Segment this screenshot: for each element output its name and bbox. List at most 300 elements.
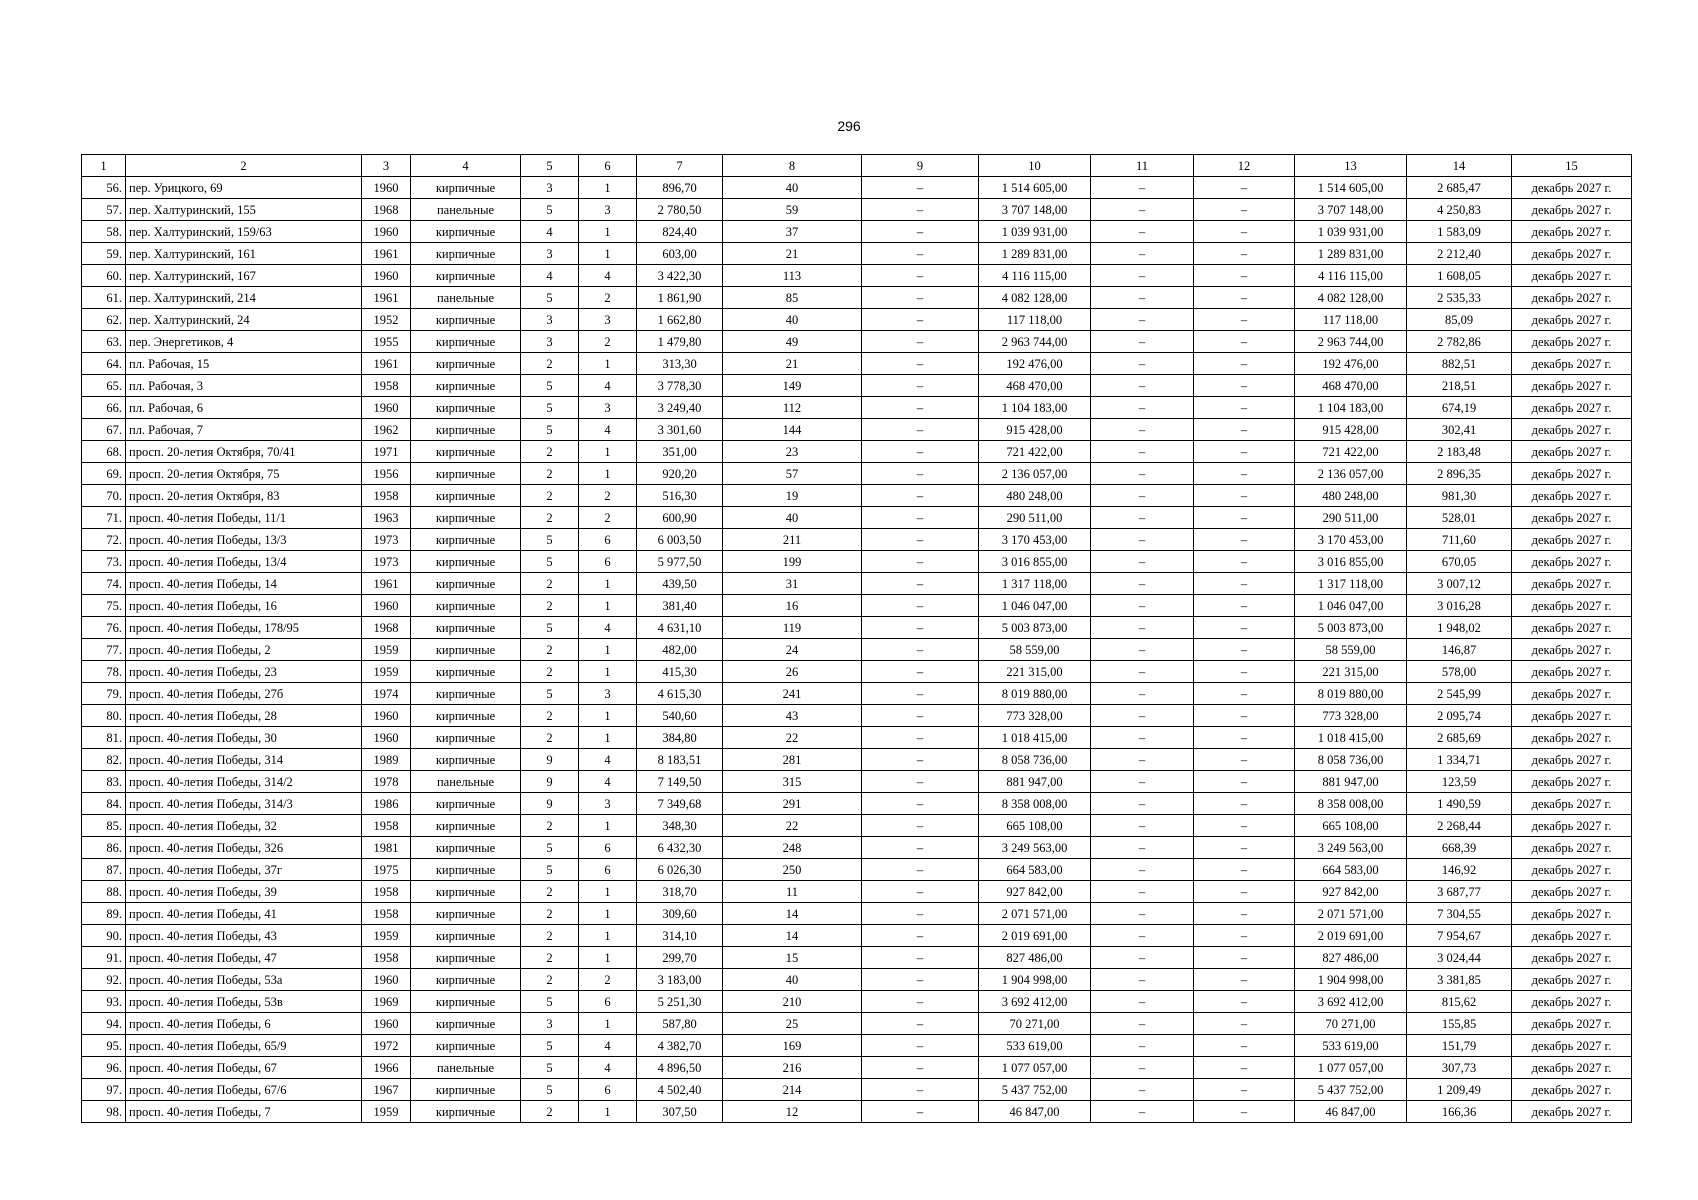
- cell-col-14: 1 209,49: [1407, 1079, 1512, 1101]
- cell-wall-material: кирпичные: [411, 661, 521, 683]
- cell-col-11: –: [1091, 551, 1194, 573]
- cell-col-13: 773 328,00: [1295, 705, 1407, 727]
- cell-col-9: –: [862, 397, 979, 419]
- cell-year-built: 1960: [362, 727, 411, 749]
- cell-residents: 43: [723, 705, 862, 727]
- cell-total-area: 2 780,50: [637, 199, 723, 221]
- cell-floors: 4: [521, 265, 579, 287]
- table-row: [82, 243, 1632, 265]
- column-header: 8: [723, 155, 862, 177]
- cell-col-14: 218,51: [1407, 375, 1512, 397]
- cell-row-number: 77.: [82, 639, 126, 661]
- cell-col-9: –: [862, 815, 979, 837]
- cell-col-10: 2 071 571,00: [979, 903, 1091, 925]
- cell-col-11: –: [1091, 309, 1194, 331]
- cell-col-9: –: [862, 793, 979, 815]
- cell-col-10: 8 358 008,00: [979, 793, 1091, 815]
- cell-col-12: –: [1194, 331, 1295, 353]
- cell-row-number: 64.: [82, 353, 126, 375]
- cell-col-10: 1 039 931,00: [979, 221, 1091, 243]
- cell-total-area: 348,30: [637, 815, 723, 837]
- cell-wall-material: кирпичные: [411, 221, 521, 243]
- cell-col-14: 166,36: [1407, 1101, 1512, 1123]
- cell-address: просп. 20-летия Октября, 83: [126, 485, 362, 507]
- cell-col-13: 480 248,00: [1295, 485, 1407, 507]
- cell-col-14: 3 687,77: [1407, 881, 1512, 903]
- cell-address: пер. Халтуринский, 161: [126, 243, 362, 265]
- cell-col-10: 665 108,00: [979, 815, 1091, 837]
- cell-col-12: –: [1194, 309, 1295, 331]
- cell-col-10: 70 271,00: [979, 1013, 1091, 1035]
- cell-year-built: 1961: [362, 243, 411, 265]
- cell-total-area: 3 301,60: [637, 419, 723, 441]
- cell-row-number: 88.: [82, 881, 126, 903]
- cell-col-13: 5 003 873,00: [1295, 617, 1407, 639]
- cell-residents: 85: [723, 287, 862, 309]
- cell-year-built: 1956: [362, 463, 411, 485]
- cell-row-number: 84.: [82, 793, 126, 815]
- cell-residents: 16: [723, 595, 862, 617]
- cell-col-11: –: [1091, 661, 1194, 683]
- cell-entrances: 4: [579, 749, 637, 771]
- table-row: [82, 1013, 1632, 1035]
- table-row: [82, 485, 1632, 507]
- cell-deadline: декабрь 2027 г.: [1512, 485, 1632, 507]
- cell-entrances: 4: [579, 419, 637, 441]
- cell-total-area: 307,50: [637, 1101, 723, 1123]
- table-row: [82, 397, 1632, 419]
- cell-col-12: –: [1194, 639, 1295, 661]
- column-header: 6: [579, 155, 637, 177]
- cell-col-14: 674,19: [1407, 397, 1512, 419]
- cell-floors: 2: [521, 507, 579, 529]
- cell-floors: 2: [521, 485, 579, 507]
- table-row: [82, 551, 1632, 573]
- table-row: [82, 837, 1632, 859]
- cell-col-11: –: [1091, 705, 1194, 727]
- cell-col-13: 5 437 752,00: [1295, 1079, 1407, 1101]
- cell-deadline: декабрь 2027 г.: [1512, 243, 1632, 265]
- cell-floors: 2: [521, 441, 579, 463]
- cell-col-14: 2 896,35: [1407, 463, 1512, 485]
- cell-col-14: 670,05: [1407, 551, 1512, 573]
- cell-deadline: декабрь 2027 г.: [1512, 661, 1632, 683]
- cell-deadline: декабрь 2027 г.: [1512, 881, 1632, 903]
- cell-address: просп. 40-летия Победы, 47: [126, 947, 362, 969]
- cell-col-11: –: [1091, 353, 1194, 375]
- cell-col-9: –: [862, 991, 979, 1013]
- cell-total-area: 1 662,80: [637, 309, 723, 331]
- column-header: 7: [637, 155, 723, 177]
- cell-col-11: –: [1091, 529, 1194, 551]
- cell-col-10: 192 476,00: [979, 353, 1091, 375]
- cell-residents: 25: [723, 1013, 862, 1035]
- cell-entrances: 6: [579, 529, 637, 551]
- cell-floors: 9: [521, 771, 579, 793]
- cell-col-13: 58 559,00: [1295, 639, 1407, 661]
- cell-floors: 5: [521, 375, 579, 397]
- cell-col-10: 1 317 118,00: [979, 573, 1091, 595]
- cell-total-area: 920,20: [637, 463, 723, 485]
- cell-col-9: –: [862, 771, 979, 793]
- cell-col-13: 4 082 128,00: [1295, 287, 1407, 309]
- cell-row-number: 70.: [82, 485, 126, 507]
- cell-col-12: –: [1194, 529, 1295, 551]
- cell-col-14: 1 948,02: [1407, 617, 1512, 639]
- cell-floors: 5: [521, 683, 579, 705]
- cell-col-11: –: [1091, 375, 1194, 397]
- cell-wall-material: кирпичные: [411, 397, 521, 419]
- cell-entrances: 1: [579, 353, 637, 375]
- cell-col-13: 721 422,00: [1295, 441, 1407, 463]
- cell-address: пер. Энергетиков, 4: [126, 331, 362, 353]
- table-row: [82, 265, 1632, 287]
- cell-col-13: 3 016 855,00: [1295, 551, 1407, 573]
- cell-deadline: декабрь 2027 г.: [1512, 793, 1632, 815]
- cell-address: просп. 40-летия Победы, 314/2: [126, 771, 362, 793]
- cell-row-number: 61.: [82, 287, 126, 309]
- cell-address: просп. 20-летия Октября, 75: [126, 463, 362, 485]
- cell-row-number: 81.: [82, 727, 126, 749]
- cell-total-area: 600,90: [637, 507, 723, 529]
- cell-year-built: 1960: [362, 397, 411, 419]
- cell-entrances: 2: [579, 969, 637, 991]
- cell-col-12: –: [1194, 265, 1295, 287]
- cell-floors: 5: [521, 1057, 579, 1079]
- table-row: [82, 595, 1632, 617]
- cell-deadline: декабрь 2027 г.: [1512, 529, 1632, 551]
- cell-col-14: 151,79: [1407, 1035, 1512, 1057]
- cell-col-10: 2 136 057,00: [979, 463, 1091, 485]
- cell-col-11: –: [1091, 595, 1194, 617]
- table-row: [82, 419, 1632, 441]
- cell-residents: 112: [723, 397, 862, 419]
- column-header: 1: [82, 155, 126, 177]
- cell-residents: 199: [723, 551, 862, 573]
- table-row: [82, 727, 1632, 749]
- cell-col-9: –: [862, 903, 979, 925]
- cell-col-14: 528,01: [1407, 507, 1512, 529]
- cell-col-13: 1 104 183,00: [1295, 397, 1407, 419]
- cell-address: пл. Рабочая, 3: [126, 375, 362, 397]
- cell-col-13: 1 904 998,00: [1295, 969, 1407, 991]
- cell-col-10: 1 077 057,00: [979, 1057, 1091, 1079]
- cell-col-11: –: [1091, 441, 1194, 463]
- cell-col-11: –: [1091, 419, 1194, 441]
- cell-address: пер. Урицкого, 69: [126, 177, 362, 199]
- cell-col-13: 2 136 057,00: [1295, 463, 1407, 485]
- cell-col-9: –: [862, 925, 979, 947]
- cell-col-14: 307,73: [1407, 1057, 1512, 1079]
- cell-year-built: 1968: [362, 617, 411, 639]
- cell-col-14: 815,62: [1407, 991, 1512, 1013]
- cell-col-10: 1 904 998,00: [979, 969, 1091, 991]
- registry-table: [81, 154, 1632, 1123]
- cell-col-13: 8 358 008,00: [1295, 793, 1407, 815]
- cell-floors: 2: [521, 705, 579, 727]
- cell-residents: 210: [723, 991, 862, 1013]
- cell-col-14: 981,30: [1407, 485, 1512, 507]
- cell-col-9: –: [862, 617, 979, 639]
- cell-col-13: 1 039 931,00: [1295, 221, 1407, 243]
- cell-floors: 3: [521, 1013, 579, 1035]
- cell-deadline: декабрь 2027 г.: [1512, 683, 1632, 705]
- cell-wall-material: кирпичные: [411, 991, 521, 1013]
- cell-col-9: –: [862, 881, 979, 903]
- cell-deadline: декабрь 2027 г.: [1512, 375, 1632, 397]
- cell-total-area: 351,00: [637, 441, 723, 463]
- cell-floors: 5: [521, 859, 579, 881]
- cell-col-10: 58 559,00: [979, 639, 1091, 661]
- cell-year-built: 1958: [362, 903, 411, 925]
- cell-col-12: –: [1194, 727, 1295, 749]
- cell-residents: 19: [723, 485, 862, 507]
- cell-total-area: 3 778,30: [637, 375, 723, 397]
- cell-deadline: декабрь 2027 г.: [1512, 837, 1632, 859]
- cell-total-area: 415,30: [637, 661, 723, 683]
- cell-col-9: –: [862, 749, 979, 771]
- cell-address: просп. 40-летия Победы, 67/6: [126, 1079, 362, 1101]
- cell-col-11: –: [1091, 771, 1194, 793]
- cell-entrances: 1: [579, 177, 637, 199]
- cell-col-12: –: [1194, 441, 1295, 463]
- cell-residents: 12: [723, 1101, 862, 1123]
- cell-entrances: 1: [579, 705, 637, 727]
- cell-wall-material: кирпичные: [411, 551, 521, 573]
- cell-floors: 2: [521, 661, 579, 683]
- cell-year-built: 1960: [362, 177, 411, 199]
- cell-entrances: 6: [579, 837, 637, 859]
- cell-row-number: 58.: [82, 221, 126, 243]
- cell-year-built: 1960: [362, 1013, 411, 1035]
- cell-address: пл. Рабочая, 7: [126, 419, 362, 441]
- table-row: [82, 771, 1632, 793]
- cell-year-built: 1960: [362, 969, 411, 991]
- cell-floors: 2: [521, 727, 579, 749]
- cell-entrances: 4: [579, 617, 637, 639]
- cell-wall-material: кирпичные: [411, 375, 521, 397]
- cell-wall-material: кирпичные: [411, 463, 521, 485]
- cell-col-12: –: [1194, 287, 1295, 309]
- cell-wall-material: кирпичные: [411, 573, 521, 595]
- cell-col-9: –: [862, 419, 979, 441]
- cell-row-number: 83.: [82, 771, 126, 793]
- cell-deadline: декабрь 2027 г.: [1512, 1013, 1632, 1035]
- cell-floors: 5: [521, 1035, 579, 1057]
- cell-year-built: 1955: [362, 331, 411, 353]
- table-row: [82, 881, 1632, 903]
- cell-col-10: 8 058 736,00: [979, 749, 1091, 771]
- cell-year-built: 1958: [362, 375, 411, 397]
- cell-wall-material: кирпичные: [411, 969, 521, 991]
- cell-col-12: –: [1194, 661, 1295, 683]
- cell-col-12: –: [1194, 199, 1295, 221]
- cell-address: просп. 40-летия Победы, 6: [126, 1013, 362, 1035]
- cell-col-14: 155,85: [1407, 1013, 1512, 1035]
- table-row: [82, 221, 1632, 243]
- cell-col-13: 1 077 057,00: [1295, 1057, 1407, 1079]
- cell-col-14: 2 782,86: [1407, 331, 1512, 353]
- table-row: [82, 287, 1632, 309]
- cell-total-area: 3 422,30: [637, 265, 723, 287]
- cell-total-area: 540,60: [637, 705, 723, 727]
- cell-year-built: 1974: [362, 683, 411, 705]
- cell-address: просп. 40-летия Победы, 13/3: [126, 529, 362, 551]
- column-header: 11: [1091, 155, 1194, 177]
- cell-residents: 291: [723, 793, 862, 815]
- cell-year-built: 1963: [362, 507, 411, 529]
- cell-floors: 5: [521, 551, 579, 573]
- cell-col-11: –: [1091, 199, 1194, 221]
- cell-total-area: 8 183,51: [637, 749, 723, 771]
- cell-col-9: –: [862, 727, 979, 749]
- cell-col-9: –: [862, 331, 979, 353]
- cell-entrances: 6: [579, 1079, 637, 1101]
- cell-col-10: 4 116 115,00: [979, 265, 1091, 287]
- cell-col-13: 1 046 047,00: [1295, 595, 1407, 617]
- cell-col-13: 4 116 115,00: [1295, 265, 1407, 287]
- cell-col-14: 4 250,83: [1407, 199, 1512, 221]
- cell-floors: 2: [521, 573, 579, 595]
- cell-wall-material: кирпичные: [411, 177, 521, 199]
- cell-wall-material: панельные: [411, 199, 521, 221]
- cell-row-number: 96.: [82, 1057, 126, 1079]
- cell-total-area: 1 479,80: [637, 331, 723, 353]
- table-row: [82, 529, 1632, 551]
- cell-col-13: 827 486,00: [1295, 947, 1407, 969]
- cell-entrances: 2: [579, 507, 637, 529]
- cell-col-12: –: [1194, 353, 1295, 375]
- cell-entrances: 1: [579, 573, 637, 595]
- column-header: 12: [1194, 155, 1295, 177]
- cell-col-11: –: [1091, 243, 1194, 265]
- cell-col-12: –: [1194, 595, 1295, 617]
- cell-residents: 11: [723, 881, 862, 903]
- cell-wall-material: панельные: [411, 287, 521, 309]
- cell-col-10: 46 847,00: [979, 1101, 1091, 1123]
- cell-deadline: декабрь 2027 г.: [1512, 265, 1632, 287]
- cell-wall-material: панельные: [411, 1057, 521, 1079]
- cell-wall-material: кирпичные: [411, 265, 521, 287]
- cell-address: просп. 40-летия Победы, 2: [126, 639, 362, 661]
- cell-col-11: –: [1091, 903, 1194, 925]
- cell-year-built: 1966: [362, 1057, 411, 1079]
- cell-wall-material: кирпичные: [411, 507, 521, 529]
- cell-address: просп. 40-летия Победы, 7: [126, 1101, 362, 1123]
- cell-wall-material: кирпичные: [411, 529, 521, 551]
- cell-residents: 315: [723, 771, 862, 793]
- cell-residents: 22: [723, 815, 862, 837]
- cell-total-area: 5 251,30: [637, 991, 723, 1013]
- cell-entrances: 6: [579, 551, 637, 573]
- column-header: 4: [411, 155, 521, 177]
- cell-year-built: 1961: [362, 353, 411, 375]
- cell-year-built: 1967: [362, 1079, 411, 1101]
- cell-total-area: 318,70: [637, 881, 723, 903]
- cell-floors: 2: [521, 815, 579, 837]
- cell-row-number: 65.: [82, 375, 126, 397]
- cell-year-built: 1959: [362, 925, 411, 947]
- cell-wall-material: кирпичные: [411, 353, 521, 375]
- cell-col-9: –: [862, 859, 979, 881]
- cell-col-13: 117 118,00: [1295, 309, 1407, 331]
- cell-col-11: –: [1091, 639, 1194, 661]
- cell-year-built: 1960: [362, 265, 411, 287]
- cell-year-built: 1973: [362, 529, 411, 551]
- cell-col-11: –: [1091, 265, 1194, 287]
- cell-col-13: 664 583,00: [1295, 859, 1407, 881]
- cell-floors: 2: [521, 969, 579, 991]
- cell-residents: 23: [723, 441, 862, 463]
- cell-wall-material: кирпичные: [411, 1013, 521, 1035]
- cell-floors: 3: [521, 309, 579, 331]
- cell-row-number: 60.: [82, 265, 126, 287]
- cell-residents: 31: [723, 573, 862, 595]
- cell-row-number: 71.: [82, 507, 126, 529]
- table-row: [82, 331, 1632, 353]
- cell-col-12: –: [1194, 837, 1295, 859]
- cell-col-12: –: [1194, 683, 1295, 705]
- cell-row-number: 87.: [82, 859, 126, 881]
- cell-entrances: 4: [579, 1035, 637, 1057]
- cell-col-9: –: [862, 375, 979, 397]
- cell-year-built: 1952: [362, 309, 411, 331]
- cell-entrances: 1: [579, 815, 637, 837]
- cell-floors: 3: [521, 177, 579, 199]
- cell-floors: 3: [521, 243, 579, 265]
- cell-col-10: 5 437 752,00: [979, 1079, 1091, 1101]
- cell-col-9: –: [862, 441, 979, 463]
- cell-residents: 57: [723, 463, 862, 485]
- cell-col-12: –: [1194, 485, 1295, 507]
- cell-col-13: 290 511,00: [1295, 507, 1407, 529]
- table-row: [82, 661, 1632, 683]
- cell-address: просп. 40-летия Победы, 43: [126, 925, 362, 947]
- cell-col-10: 3 692 412,00: [979, 991, 1091, 1013]
- cell-col-11: –: [1091, 1035, 1194, 1057]
- cell-address: просп. 40-летия Победы, 53в: [126, 991, 362, 1013]
- cell-deadline: декабрь 2027 г.: [1512, 463, 1632, 485]
- cell-total-area: 6 432,30: [637, 837, 723, 859]
- cell-deadline: декабрь 2027 г.: [1512, 771, 1632, 793]
- cell-col-13: 468 470,00: [1295, 375, 1407, 397]
- cell-total-area: 3 183,00: [637, 969, 723, 991]
- cell-residents: 214: [723, 1079, 862, 1101]
- cell-wall-material: панельные: [411, 771, 521, 793]
- table-row: [82, 463, 1632, 485]
- cell-entrances: 1: [579, 1101, 637, 1123]
- cell-deadline: декабрь 2027 г.: [1512, 507, 1632, 529]
- cell-total-area: 6 026,30: [637, 859, 723, 881]
- cell-entrances: 4: [579, 1057, 637, 1079]
- cell-wall-material: кирпичные: [411, 595, 521, 617]
- cell-col-13: 1 514 605,00: [1295, 177, 1407, 199]
- cell-col-10: 221 315,00: [979, 661, 1091, 683]
- cell-col-9: –: [862, 485, 979, 507]
- cell-col-13: 665 108,00: [1295, 815, 1407, 837]
- cell-col-10: 3 249 563,00: [979, 837, 1091, 859]
- cell-col-12: –: [1194, 969, 1295, 991]
- cell-year-built: 1975: [362, 859, 411, 881]
- cell-col-14: 123,59: [1407, 771, 1512, 793]
- table-row: [82, 969, 1632, 991]
- table-row: [82, 441, 1632, 463]
- cell-col-12: –: [1194, 375, 1295, 397]
- cell-address: просп. 40-летия Победы, 27б: [126, 683, 362, 705]
- cell-row-number: 75.: [82, 595, 126, 617]
- cell-deadline: декабрь 2027 г.: [1512, 925, 1632, 947]
- cell-residents: 248: [723, 837, 862, 859]
